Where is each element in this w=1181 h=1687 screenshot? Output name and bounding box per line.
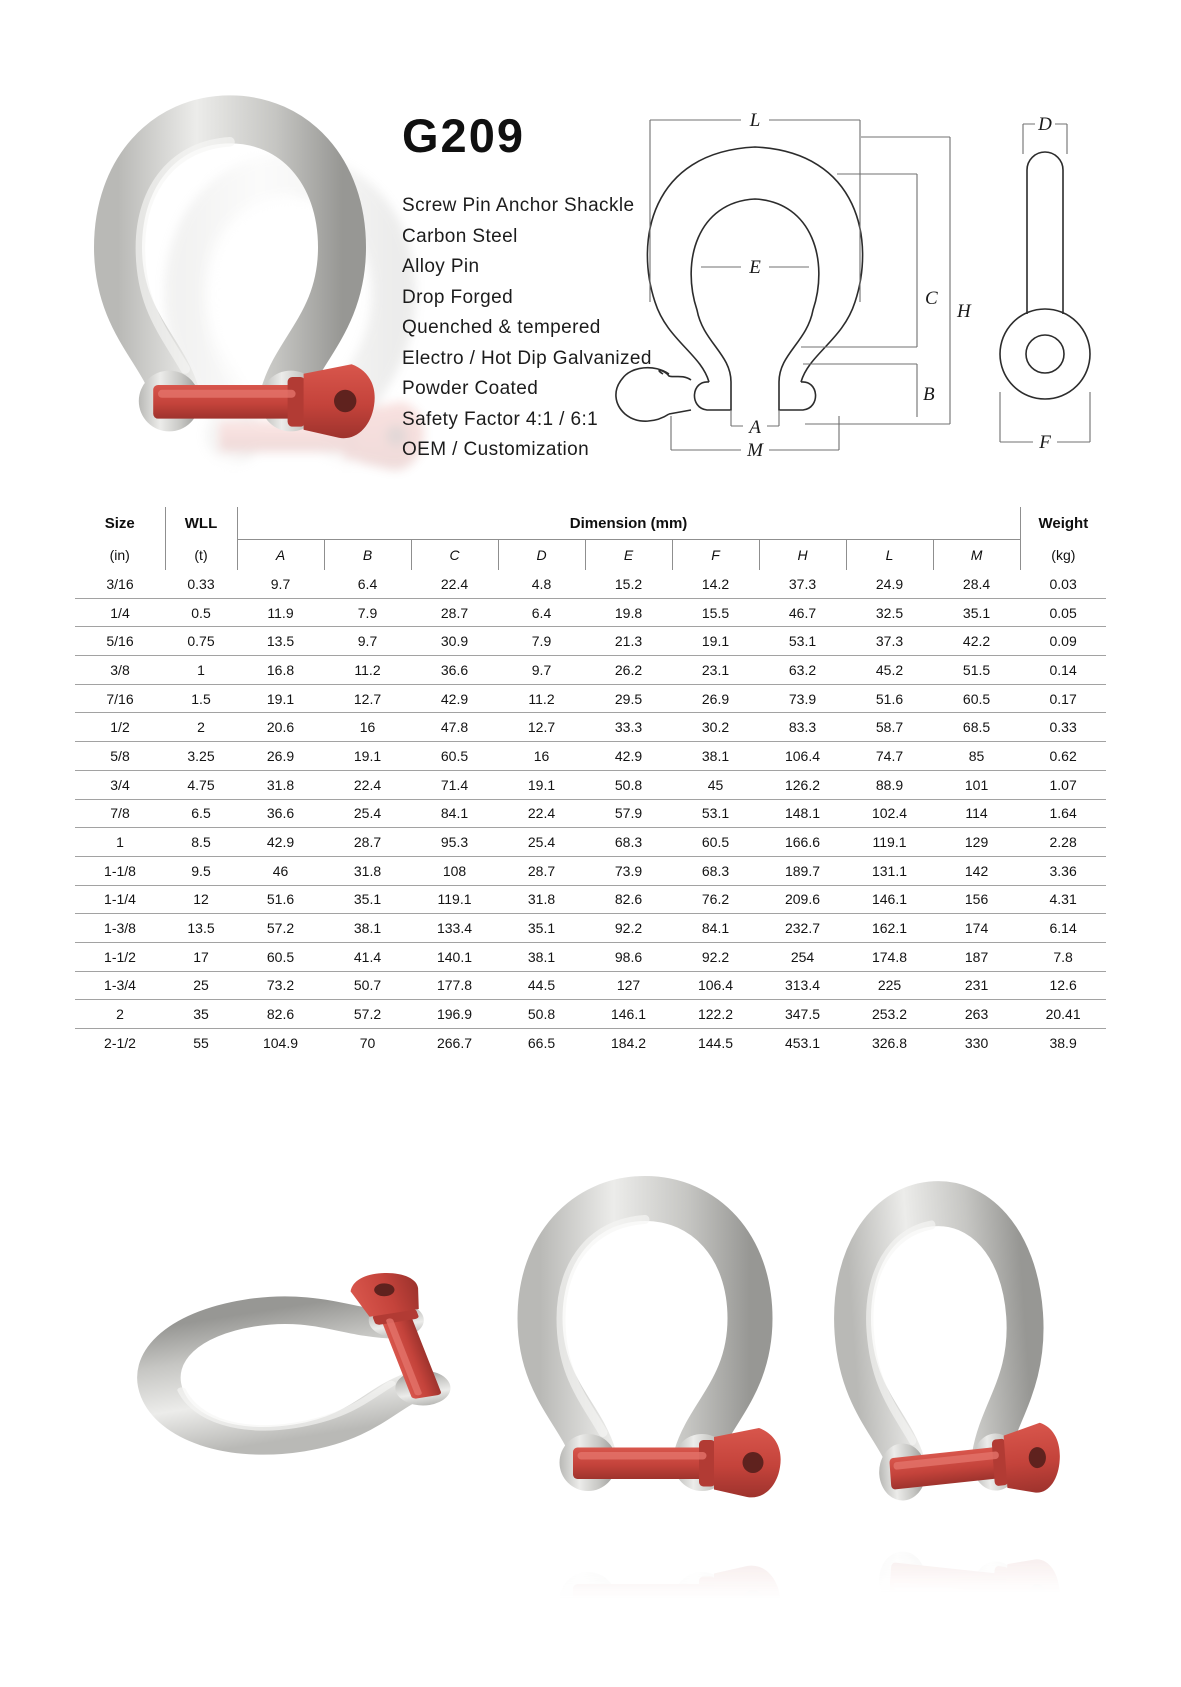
cell-dim: 11.9 (237, 598, 324, 627)
cell-dim: 189.7 (759, 856, 846, 885)
cell-dim: 25.4 (498, 828, 585, 857)
cell-dim: 326.8 (871, 1034, 908, 1051)
dim-col-A: A (237, 540, 324, 571)
cell-size: 1-3/8 (75, 914, 165, 943)
shackle-photo-lying (75, 1255, 505, 1535)
shackle-photo-upright (495, 1135, 795, 1535)
shackle-photo-angled (790, 1150, 1090, 1530)
cell-dim: 47.8 (411, 713, 498, 742)
cell-dim: 60.5 (237, 942, 324, 971)
dim-col-C: C (411, 540, 498, 571)
cell-dim: 82.6 (585, 885, 672, 914)
table-row (75, 656, 1106, 685)
cell-wll: 9.5 (165, 856, 237, 885)
cell-dim: 196.9 (411, 1000, 498, 1029)
cell-size: 7/16 (75, 684, 165, 713)
cell-dim: 38.1 (324, 914, 411, 943)
cell-dim: 58.7 (846, 713, 933, 742)
cell-dim: 131.1 (846, 856, 933, 885)
cell-dim: 9.7 (324, 627, 411, 656)
cell-dim: 127 (585, 971, 672, 1000)
cell-weight: 4.31 (1020, 885, 1106, 914)
cell-dim: 148.1 (759, 799, 846, 828)
cell-dim: 129 (933, 828, 1020, 857)
cell-dim: 177.8 (411, 971, 498, 1000)
cell-dim: 68.3 (585, 828, 672, 857)
cell-weight: 12.6 (1020, 971, 1106, 1000)
cell-wll: 13.5 (165, 914, 237, 943)
cell-dim: 28.7 (498, 856, 585, 885)
table-row (75, 971, 1106, 1000)
cell-dim: 26.2 (585, 656, 672, 685)
cell-dim: 57.2 (324, 1000, 411, 1029)
dim-label-C: C (925, 288, 938, 309)
cell-dim: 19.1 (237, 684, 324, 713)
cell-dim: 57.9 (585, 799, 672, 828)
cell-weight: 0.17 (1020, 684, 1106, 713)
cell-dim: 13.5 (237, 627, 324, 656)
cell-dim: 60.5 (672, 828, 759, 857)
cell-dim: 263 (933, 1000, 1020, 1029)
cell-size: 5/8 (75, 742, 165, 771)
cell-dim: 102.4 (846, 799, 933, 828)
cell-dim: 119.1 (411, 885, 498, 914)
cell-wll: 55 (193, 1034, 209, 1051)
cell-dim: 22.4 (324, 770, 411, 799)
cell-wll: 3.25 (165, 742, 237, 771)
table-row (75, 1000, 1106, 1029)
cell-dim: 30.9 (411, 627, 498, 656)
cell-dim: 73.2 (237, 971, 324, 1000)
cell-dim: 184.2 (610, 1034, 647, 1051)
cell-dim: 95.3 (411, 828, 498, 857)
cell-dim: 35.1 (933, 598, 1020, 627)
cell-weight: 1.07 (1020, 770, 1106, 799)
cell-dim: 104.9 (262, 1034, 299, 1051)
col-unit-wll: (t) (165, 540, 237, 571)
cell-dim: 29.5 (585, 684, 672, 713)
cell-dim: 9.7 (498, 656, 585, 685)
cell-dim: 70 (359, 1034, 376, 1051)
feature-item: Drop Forged (402, 286, 514, 308)
table-row (75, 742, 1106, 771)
technical-drawing-front (605, 92, 975, 467)
cell-dim: 156 (933, 885, 1020, 914)
feature-item: Carbon Steel (402, 225, 518, 247)
cell-size: 1-1/2 (75, 942, 165, 971)
cell-wll: 12 (165, 885, 237, 914)
product-photo-angled (790, 1150, 1090, 1530)
cell-dim: 45.2 (846, 656, 933, 685)
reflection-front (495, 1528, 795, 1658)
col-header-size: Size (75, 507, 165, 540)
cell-weight: 38.9 (1049, 1034, 1077, 1051)
table-row (75, 770, 1106, 799)
cell-dim: 22.4 (498, 799, 585, 828)
cell-wll: 35 (165, 1000, 237, 1029)
cell-dim: 101 (933, 770, 1020, 799)
cell-size: 1-1/8 (75, 856, 165, 885)
cell-size: 3/16 (75, 570, 165, 598)
dim-col-E: E (585, 540, 672, 571)
spec-table (75, 507, 1106, 1057)
cell-dim: 71.4 (411, 770, 498, 799)
cell-dim: 20.6 (237, 713, 324, 742)
cell-size: 2-1/2 (104, 1034, 136, 1051)
cell-dim: 85 (933, 742, 1020, 771)
cell-dim: 106.4 (759, 742, 846, 771)
spec-table-section (75, 507, 1106, 1057)
cell-dim: 7.9 (324, 598, 411, 627)
cell-size: 1-1/4 (75, 885, 165, 914)
cell-weight: 0.14 (1020, 656, 1106, 685)
cell-weight: 0.09 (1020, 627, 1106, 656)
cell-dim: 92.2 (672, 942, 759, 971)
cell-dim: 51.5 (933, 656, 1020, 685)
dim-label-F: F (1039, 432, 1051, 453)
cell-wll: 17 (165, 942, 237, 971)
cell-dim: 26.9 (237, 742, 324, 771)
cell-dim: 92.2 (585, 914, 672, 943)
cell-dim: 11.2 (324, 656, 411, 685)
dim-label-E: E (749, 257, 761, 278)
cell-dim: 30.2 (672, 713, 759, 742)
cell-size: 7/8 (75, 799, 165, 828)
cell-dim: 106.4 (672, 971, 759, 1000)
cell-dim: 44.5 (498, 971, 585, 1000)
dim-label-B: B (923, 384, 935, 405)
cell-size: 1/4 (75, 598, 165, 627)
cell-dim: 142 (933, 856, 1020, 885)
cell-dim: 45 (672, 770, 759, 799)
cell-dim: 31.8 (498, 885, 585, 914)
product-photo-lying (75, 1255, 505, 1535)
cell-dim: 84.1 (672, 914, 759, 943)
cell-wll: 1.5 (165, 684, 237, 713)
cell-weight: 0.62 (1020, 742, 1106, 771)
col-unit-size: (in) (75, 540, 165, 571)
cell-wll: 0.75 (165, 627, 237, 656)
col-header-weight: Weight (1020, 507, 1106, 540)
cell-dim: 6.4 (498, 598, 585, 627)
cell-weight: 0.03 (1020, 570, 1106, 598)
cell-dim: 50.7 (324, 971, 411, 1000)
cell-dim: 253.2 (846, 1000, 933, 1029)
cell-size: 3/4 (75, 770, 165, 799)
cell-weight: 7.8 (1020, 942, 1106, 971)
cell-dim: 122.2 (672, 1000, 759, 1029)
cell-dim: 41.4 (324, 942, 411, 971)
cell-dim: 225 (846, 971, 933, 1000)
cell-dim: 108 (411, 856, 498, 885)
cell-size: 3/8 (75, 656, 165, 685)
dim-col-H: H (759, 540, 846, 571)
table-row (75, 627, 1106, 656)
col-unit-weight: (kg) (1020, 540, 1106, 571)
dim-label-H: H (957, 301, 971, 322)
cell-dim: 53.1 (672, 799, 759, 828)
feature-item: Safety Factor 4:1 / 6:1 (402, 408, 599, 430)
cell-dim: 330 (964, 1034, 989, 1051)
cell-dim: 36.6 (237, 799, 324, 828)
cell-dim: 126.2 (759, 770, 846, 799)
cell-dim: 16 (324, 713, 411, 742)
product-photo-main (70, 80, 415, 475)
cell-dim: 38.1 (498, 942, 585, 971)
cell-dim: 51.6 (846, 684, 933, 713)
cell-dim: 73.9 (585, 856, 672, 885)
cell-wll: 1 (165, 656, 237, 685)
cell-weight: 6.14 (1020, 914, 1106, 943)
table-row (75, 942, 1106, 971)
cell-dim: 37.3 (846, 627, 933, 656)
cell-dim: 25.4 (324, 799, 411, 828)
feature-item: Screw Pin Anchor Shackle (402, 195, 635, 216)
cell-dim: 68.3 (672, 856, 759, 885)
cell-dim: 37.3 (759, 570, 846, 598)
cell-dim: 19.1 (324, 742, 411, 771)
cell-wll: 6.5 (165, 799, 237, 828)
cell-dim: 84.1 (411, 799, 498, 828)
cell-dim: 26.9 (672, 684, 759, 713)
cell-dim: 22.4 (411, 570, 498, 598)
dim-label-M: M (747, 440, 763, 461)
cell-dim: 51.6 (237, 885, 324, 914)
dim-label-L: L (749, 110, 761, 131)
cell-wll: 4.75 (165, 770, 237, 799)
cell-weight: 20.41 (1020, 1000, 1106, 1029)
cell-dim: 174.8 (846, 942, 933, 971)
dim-label-D: D (1038, 114, 1052, 135)
cell-wll: 2 (165, 713, 237, 742)
cell-dim: 35.1 (498, 914, 585, 943)
cell-size: 2 (75, 1000, 165, 1029)
cell-dim: 162.1 (846, 914, 933, 943)
cell-dim: 254 (759, 942, 846, 971)
cell-dim: 6.4 (324, 570, 411, 598)
cell-dim: 4.8 (498, 570, 585, 598)
dim-col-B: B (324, 540, 411, 571)
cell-dim: 347.5 (759, 1000, 846, 1029)
cell-dim: 15.5 (672, 598, 759, 627)
cell-dim: 38.1 (672, 742, 759, 771)
cell-dim: 174 (933, 914, 1020, 943)
cell-weight: 3.36 (1020, 856, 1106, 885)
cell-wll: 8.5 (165, 828, 237, 857)
table-row (75, 856, 1106, 885)
col-header-dimension: Dimension (mm) (237, 507, 1020, 540)
cell-dim: 42.2 (933, 627, 1020, 656)
cell-dim: 231 (933, 971, 1020, 1000)
reflection-angled (790, 1522, 1090, 1652)
cell-size: 1/2 (75, 713, 165, 742)
cell-dim: 42.9 (237, 828, 324, 857)
cell-dim: 73.9 (759, 684, 846, 713)
table-row (75, 1029, 1106, 1057)
col-header-wll: WLL (165, 507, 237, 540)
cell-dim: 28.7 (411, 598, 498, 627)
cell-dim: 140.1 (411, 942, 498, 971)
cell-dim: 133.4 (411, 914, 498, 943)
cell-dim: 60.5 (411, 742, 498, 771)
cell-dim: 50.8 (498, 1000, 585, 1029)
cell-size: 1-3/4 (75, 971, 165, 1000)
table-row (75, 713, 1106, 742)
cell-dim: 9.7 (237, 570, 324, 598)
cell-dim: 83.3 (759, 713, 846, 742)
cell-dim: 232.7 (759, 914, 846, 943)
cell-dim: 19.8 (585, 598, 672, 627)
table-row (75, 828, 1106, 857)
table-row (75, 914, 1106, 943)
cell-dim: 21.3 (585, 627, 672, 656)
product-photo-front (495, 1135, 795, 1535)
cell-dim: 24.9 (846, 570, 933, 598)
dim-label-A: A (749, 417, 761, 438)
table-row (75, 598, 1106, 627)
cell-dim: 98.6 (585, 942, 672, 971)
dim-col-L: L (846, 540, 933, 571)
cell-dim: 119.1 (846, 828, 933, 857)
cell-wll: 0.5 (165, 598, 237, 627)
cell-dim: 146.1 (585, 1000, 672, 1029)
cell-dim: 11.2 (498, 684, 585, 713)
cell-dim: 32.5 (846, 598, 933, 627)
cell-dim: 15.2 (585, 570, 672, 598)
dim-col-D: D (498, 540, 585, 571)
cell-dim: 42.9 (411, 684, 498, 713)
cell-size: 1 (75, 828, 165, 857)
cell-dim: 82.6 (237, 1000, 324, 1029)
cell-dim: 68.5 (933, 713, 1020, 742)
cell-dim: 57.2 (237, 914, 324, 943)
cell-dim: 88.9 (846, 770, 933, 799)
cell-dim: 266.7 (436, 1034, 473, 1051)
cell-dim: 66.5 (527, 1034, 556, 1051)
feature-item: Quenched & tempered (402, 317, 601, 338)
cell-weight: 1.64 (1020, 799, 1106, 828)
cell-dim: 144.5 (697, 1034, 734, 1051)
cell-weight: 0.33 (1020, 713, 1106, 742)
cell-dim: 313.4 (759, 971, 846, 1000)
cell-dim: 166.6 (759, 828, 846, 857)
dim-col-F: F (672, 540, 759, 571)
cell-wll: 0.33 (165, 570, 237, 598)
cell-dim: 16.8 (237, 656, 324, 685)
cell-dim: 453.1 (784, 1034, 821, 1051)
cell-dim: 187 (933, 942, 1020, 971)
cell-dim: 14.2 (672, 570, 759, 598)
cell-dim: 53.1 (759, 627, 846, 656)
cell-dim: 74.7 (846, 742, 933, 771)
feature-item: OEM / Customization (402, 439, 590, 460)
feature-item: Alloy Pin (402, 256, 480, 277)
cell-dim: 36.6 (411, 656, 498, 685)
reflection-lying (75, 1528, 505, 1648)
table-row (75, 885, 1106, 914)
cell-dim: 12.7 (498, 713, 585, 742)
cell-dim: 50.8 (585, 770, 672, 799)
cell-wll: 25 (165, 971, 237, 1000)
table-row (75, 570, 1106, 598)
cell-dim: 42.9 (585, 742, 672, 771)
cell-dim: 35.1 (324, 885, 411, 914)
cell-size: 5/16 (75, 627, 165, 656)
cell-dim: 60.5 (933, 684, 1020, 713)
feature-item: Powder Coated (402, 378, 539, 399)
cell-dim: 63.2 (759, 656, 846, 685)
cell-dim: 16 (498, 742, 585, 771)
cell-dim: 33.3 (585, 713, 672, 742)
cell-dim: 46 (237, 856, 324, 885)
cell-dim: 31.8 (324, 856, 411, 885)
cell-dim: 209.6 (759, 885, 846, 914)
cell-dim: 7.9 (498, 627, 585, 656)
cell-dim: 114 (933, 799, 1020, 828)
shackle-photo-front (70, 80, 390, 450)
cell-dim: 28.4 (933, 570, 1020, 598)
feature-item: Electro / Hot Dip Galvanized (402, 347, 652, 369)
cell-dim: 12.7 (324, 684, 411, 713)
cell-dim: 146.1 (846, 885, 933, 914)
table-row (75, 799, 1106, 828)
cell-dim: 19.1 (498, 770, 585, 799)
cell-dim: 23.1 (672, 656, 759, 685)
technical-drawing-side (975, 92, 1115, 467)
cell-weight: 0.05 (1020, 598, 1106, 627)
cell-dim: 19.1 (672, 627, 759, 656)
page-title: G209 (402, 109, 525, 162)
cell-dim: 46.7 (759, 598, 846, 627)
cell-dim: 31.8 (237, 770, 324, 799)
table-row (75, 684, 1106, 713)
cell-weight: 2.28 (1020, 828, 1106, 857)
cell-dim: 76.2 (672, 885, 759, 914)
dim-col-M: M (970, 547, 983, 563)
cell-dim: 28.7 (324, 828, 411, 857)
